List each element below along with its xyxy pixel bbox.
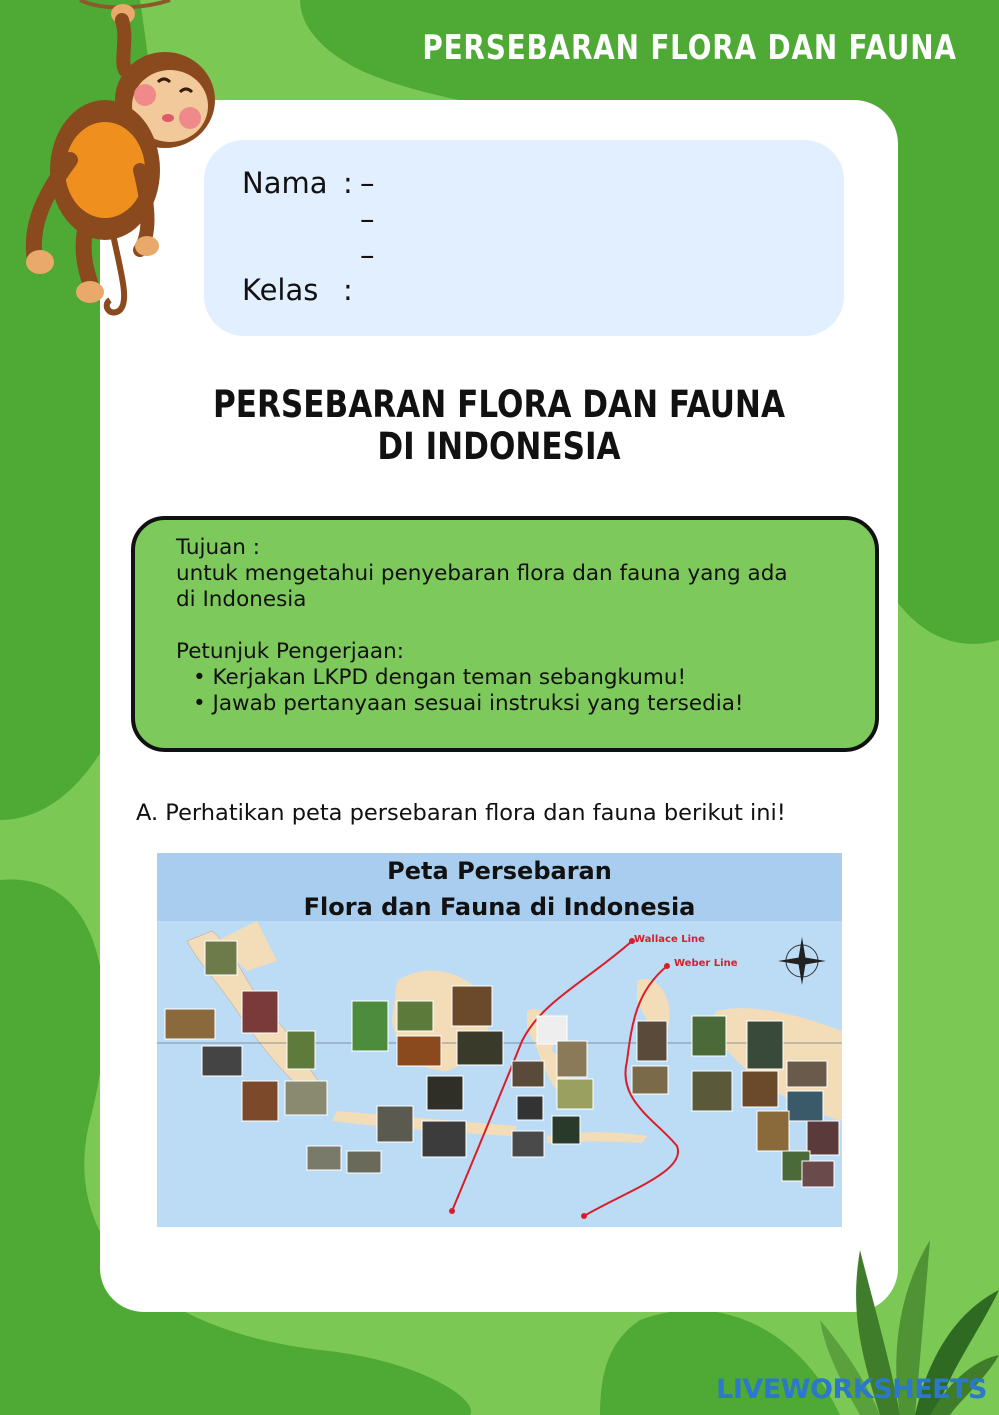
animal-photos	[165, 941, 839, 1187]
instructions-heading: Petunjuk Pengerjaan:	[176, 639, 404, 664]
compass-icon	[778, 937, 826, 985]
liveworksheets-logo[interactable]: LIVEWORKSHEETS	[716, 1374, 987, 1405]
map-title-line-1: Peta Persebaran	[387, 857, 612, 885]
main-title	[164, 384, 834, 468]
section-a-instruction: A. Perhatikan peta persebaran flora dan fauna berikut ini!	[136, 800, 786, 826]
instruction-item: • Kerjakan LKPD dengan teman sebangkumu!	[193, 665, 687, 690]
monkey-illustration	[10, 0, 220, 320]
header-title: PERSEBARAN FLORA DAN FAUNA	[422, 28, 957, 68]
objective-text-line-1: untuk mengetahui penyebaran flora dan fauna yang ada	[176, 561, 788, 586]
name-answer-line-1[interactable]: –	[360, 166, 375, 200]
instruction-item: • Jawab pertanyaan sesuai instruksi yang tersedia!	[193, 691, 744, 716]
name-label: Nama	[242, 166, 328, 200]
name-colon: :	[343, 166, 353, 200]
weber-line-label: Weber Line	[674, 958, 738, 969]
bullet-icon: •	[193, 665, 213, 690]
name-answer-line-2[interactable]: –	[360, 202, 375, 236]
main-title-line-2: DI INDONESIA	[377, 425, 621, 468]
class-colon[interactable]: :	[343, 273, 353, 307]
main-title-line-1: PERSEBARAN FLORA DAN FAUNA	[212, 383, 786, 426]
bullet-icon: •	[193, 691, 213, 716]
objective-heading: Tujuan :	[176, 535, 260, 560]
objective-text-line-2: di Indonesia	[176, 587, 307, 612]
name-answer-line-3[interactable]: –	[360, 238, 375, 272]
map-graphic	[157, 921, 842, 1227]
class-label: Kelas	[242, 273, 319, 307]
map-title-line-2: Flora dan Fauna di Indonesia	[303, 893, 696, 921]
indonesia-map	[157, 853, 842, 1227]
wallace-line-label: Wallace Line	[634, 934, 705, 945]
